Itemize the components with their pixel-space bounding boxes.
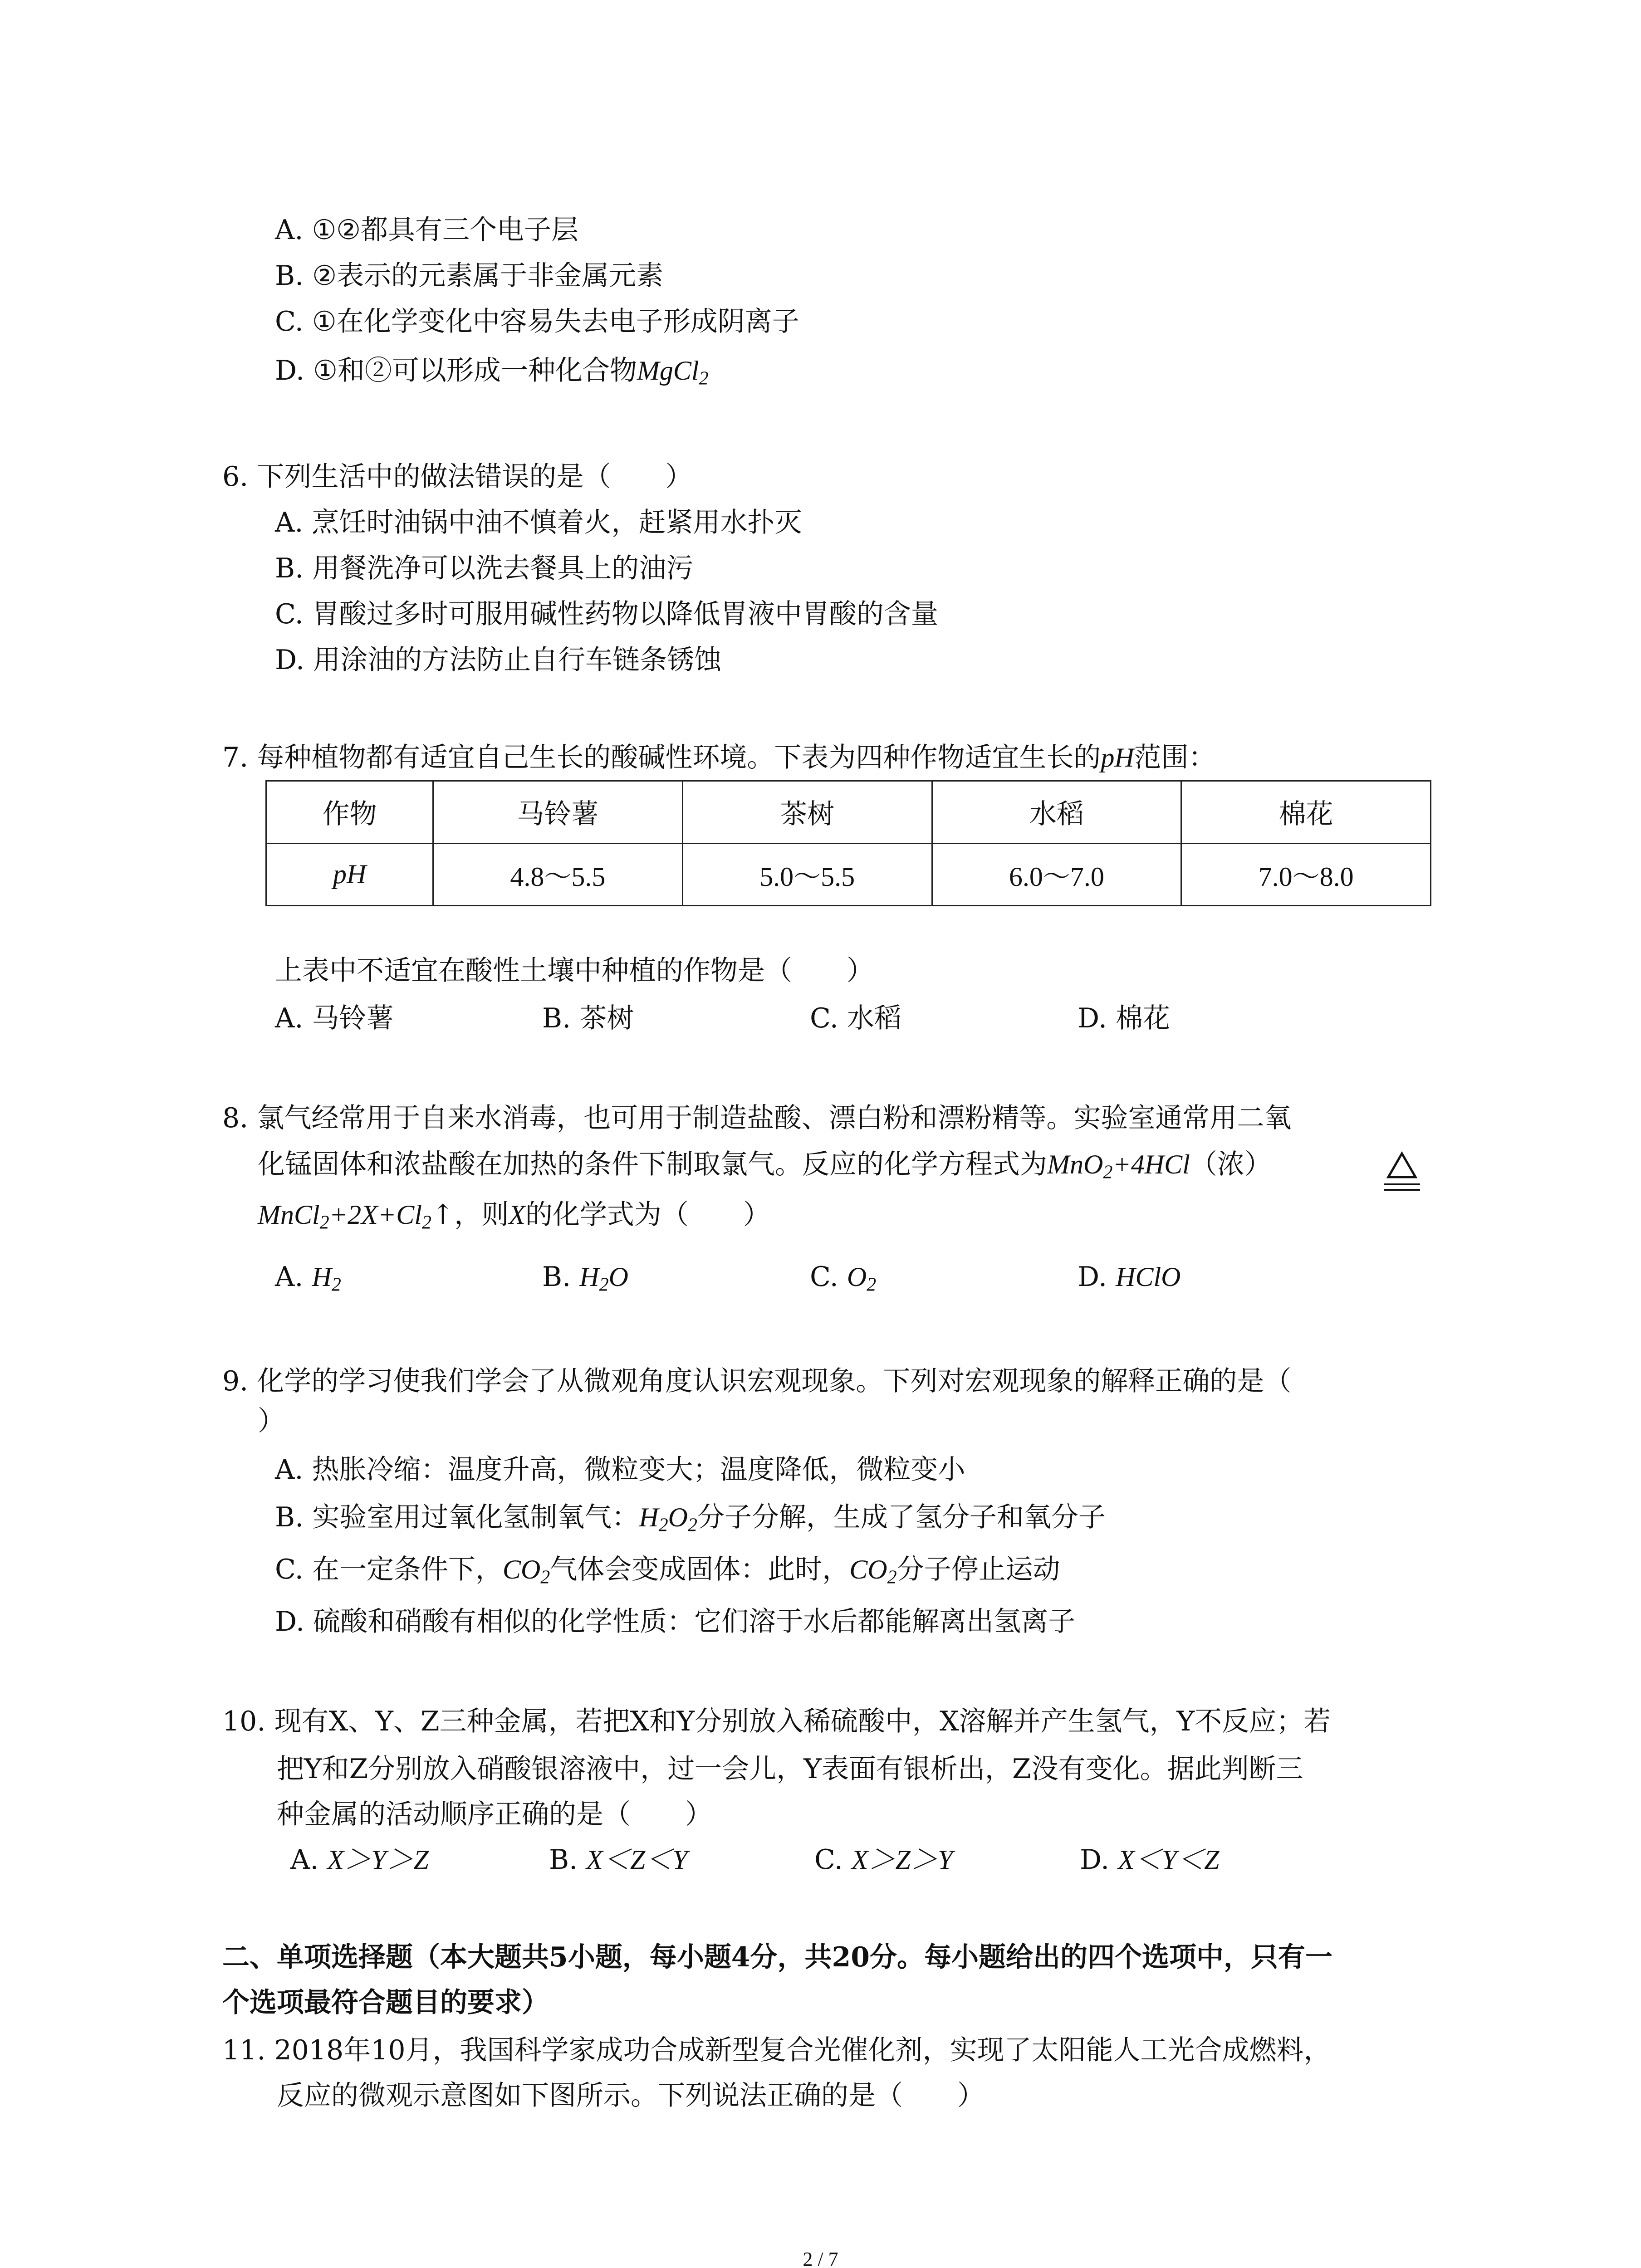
q5-option-b: B. ②表示的元素属于非金属元素 [275,260,664,292]
q10-option-c: C. X＞Z＞Y [814,1844,953,1876]
q9-option-d: D. 硫酸和硝酸有相似的化学性质：它们溶于水后都能解离出氢离子 [275,1606,1076,1637]
q6-stem: 6. 下列生活中的做法错误的是（ ） [222,461,693,493]
q8-option-b: B. $H_2O$ [542,1261,628,1295]
q10-option-b: B. X＜Z＜Y [549,1844,688,1876]
table-cell: 4.8～5.5 [433,843,683,906]
table-cell: 棉花 [1181,781,1431,844]
q11-line-1: 11. 2018年10月，我国科学家成功合成新型复合光催化剂，实现了太阳能人工光合成燃料， [222,2034,1331,2066]
page-number: 2 / 7 [803,2248,838,2268]
q7-option-d: D. 棉花 [1078,1002,1171,1034]
table-cell: 马铃薯 [433,781,683,844]
q10-option-a: A. X＞Y＞Z [290,1844,429,1876]
table-cell: 水稻 [932,781,1181,844]
q10-line-1: 10. 现有X、Y、Z三种金属，若把X和Y分别放入稀硫酸中，X溶解并产生氢气，Y不反应；若 [222,1706,1331,1737]
q7-option-c: C. 水稻 [810,1002,901,1034]
ph-table [265,780,1431,906]
q5-option-d: D. ①和②可以形成一种化合物MgCl$_2$ [275,355,709,389]
q10-line-3: 种金属的活动顺序正确的是（ ） [277,1799,712,1830]
q7-option-b: B. 茶树 [542,1002,634,1034]
q9-option-b: B. 实验室用过氧化氢制氧气：$H_2O_2$分子分解，生成了氢分子和氧分子 [275,1501,1106,1536]
q9-option-c: C. 在一定条件下，$CO_2$气体会变成固体：此时，$CO_2$分子停止运动 [275,1554,1060,1588]
q7-stem: 7. 每种植物都有适宜自己生长的酸碱性环境。下表为四种作物适宜生长的pH范围： [222,742,1216,773]
q8-line-2: 化锰固体和浓盐酸在加热的条件下制取氯气。反应的化学方程式为MnO$_2$+4HCl（浓） [258,1149,1272,1183]
q9-option-a: A. 热胀冷缩：温度升高，微粒变大；温度降低，微粒变小 [275,1454,965,1486]
heating-condition-symbol [1384,1145,1420,1195]
table-cell: 7.0～8.0 [1181,843,1431,906]
q6-option-d: D. 用涂油的方法防止自行车链条锈蚀 [275,644,722,676]
q8-option-c: C. $O_2$ [810,1261,877,1295]
table-header-row [266,781,1431,844]
table-row [266,843,1431,906]
table-cell: 作物 [266,781,433,844]
q6-option-b: B. 用餐洗净可以洗去餐具上的油污 [275,552,694,584]
section-heading-line-1: 二、单项选择题（本大题共5小题，每小题4分，共20分。每小题给出的四个选项中，只有一 [222,1941,1332,1973]
q6-option-a: A. 烹饪时油锅中油不慎着火，赶紧用水扑灭 [275,507,802,538]
q10-option-d: D. X＜Y＜Z [1080,1844,1220,1876]
q10-line-2: 把Y和Z分别放入硝酸银溶液中，过一会儿，Y表面有银析出，Z没有变化。据此判断三 [277,1753,1303,1785]
q9-line-1: 9. 化学的学习使我们学会了从微观角度认识宏观现象。下列对宏观现象的解释正确的是（ [222,1365,1292,1397]
q8-option-d: D. HClO [1078,1261,1181,1293]
table-cell: 6.0～7.0 [932,843,1181,906]
table-cell: 5.0～5.5 [682,843,932,906]
q6-option-c: C. 胃酸过多时可服用碱性药物以降低胃液中胃酸的含量 [275,598,938,630]
q8-line-1: 8. 氯气经常用于自来水消毒，也可用于制造盐酸、漂白粉和漂粉精等。实验室通常用二氧 [222,1102,1292,1134]
q7-question: 上表中不适宜在酸性土壤中种植的作物是（ ） [275,955,874,987]
q7-option-a: A. 马铃薯 [275,1002,394,1034]
q5-option-a: A. ①②都具有三个电子层 [275,214,579,246]
section-heading-line-2: 个选项最符合题目的要求） [222,1987,549,2019]
table-cell: 茶树 [682,781,932,844]
q5-option-c: C. ①在化学变化中容易失去电子形成阴离子 [275,306,799,337]
q9-line-2: ） [258,1405,285,1437]
q11-line-2: 反应的微观示意图如下图所示。下列说法正确的是（ ） [277,2080,985,2112]
q8-line-3: $MnCl_2+2X+Cl_2↑$，则X的化学式为（ ） [258,1199,770,1233]
table-cell: pH [266,843,433,906]
q8-option-a: A. $H_2$ [275,1261,341,1295]
